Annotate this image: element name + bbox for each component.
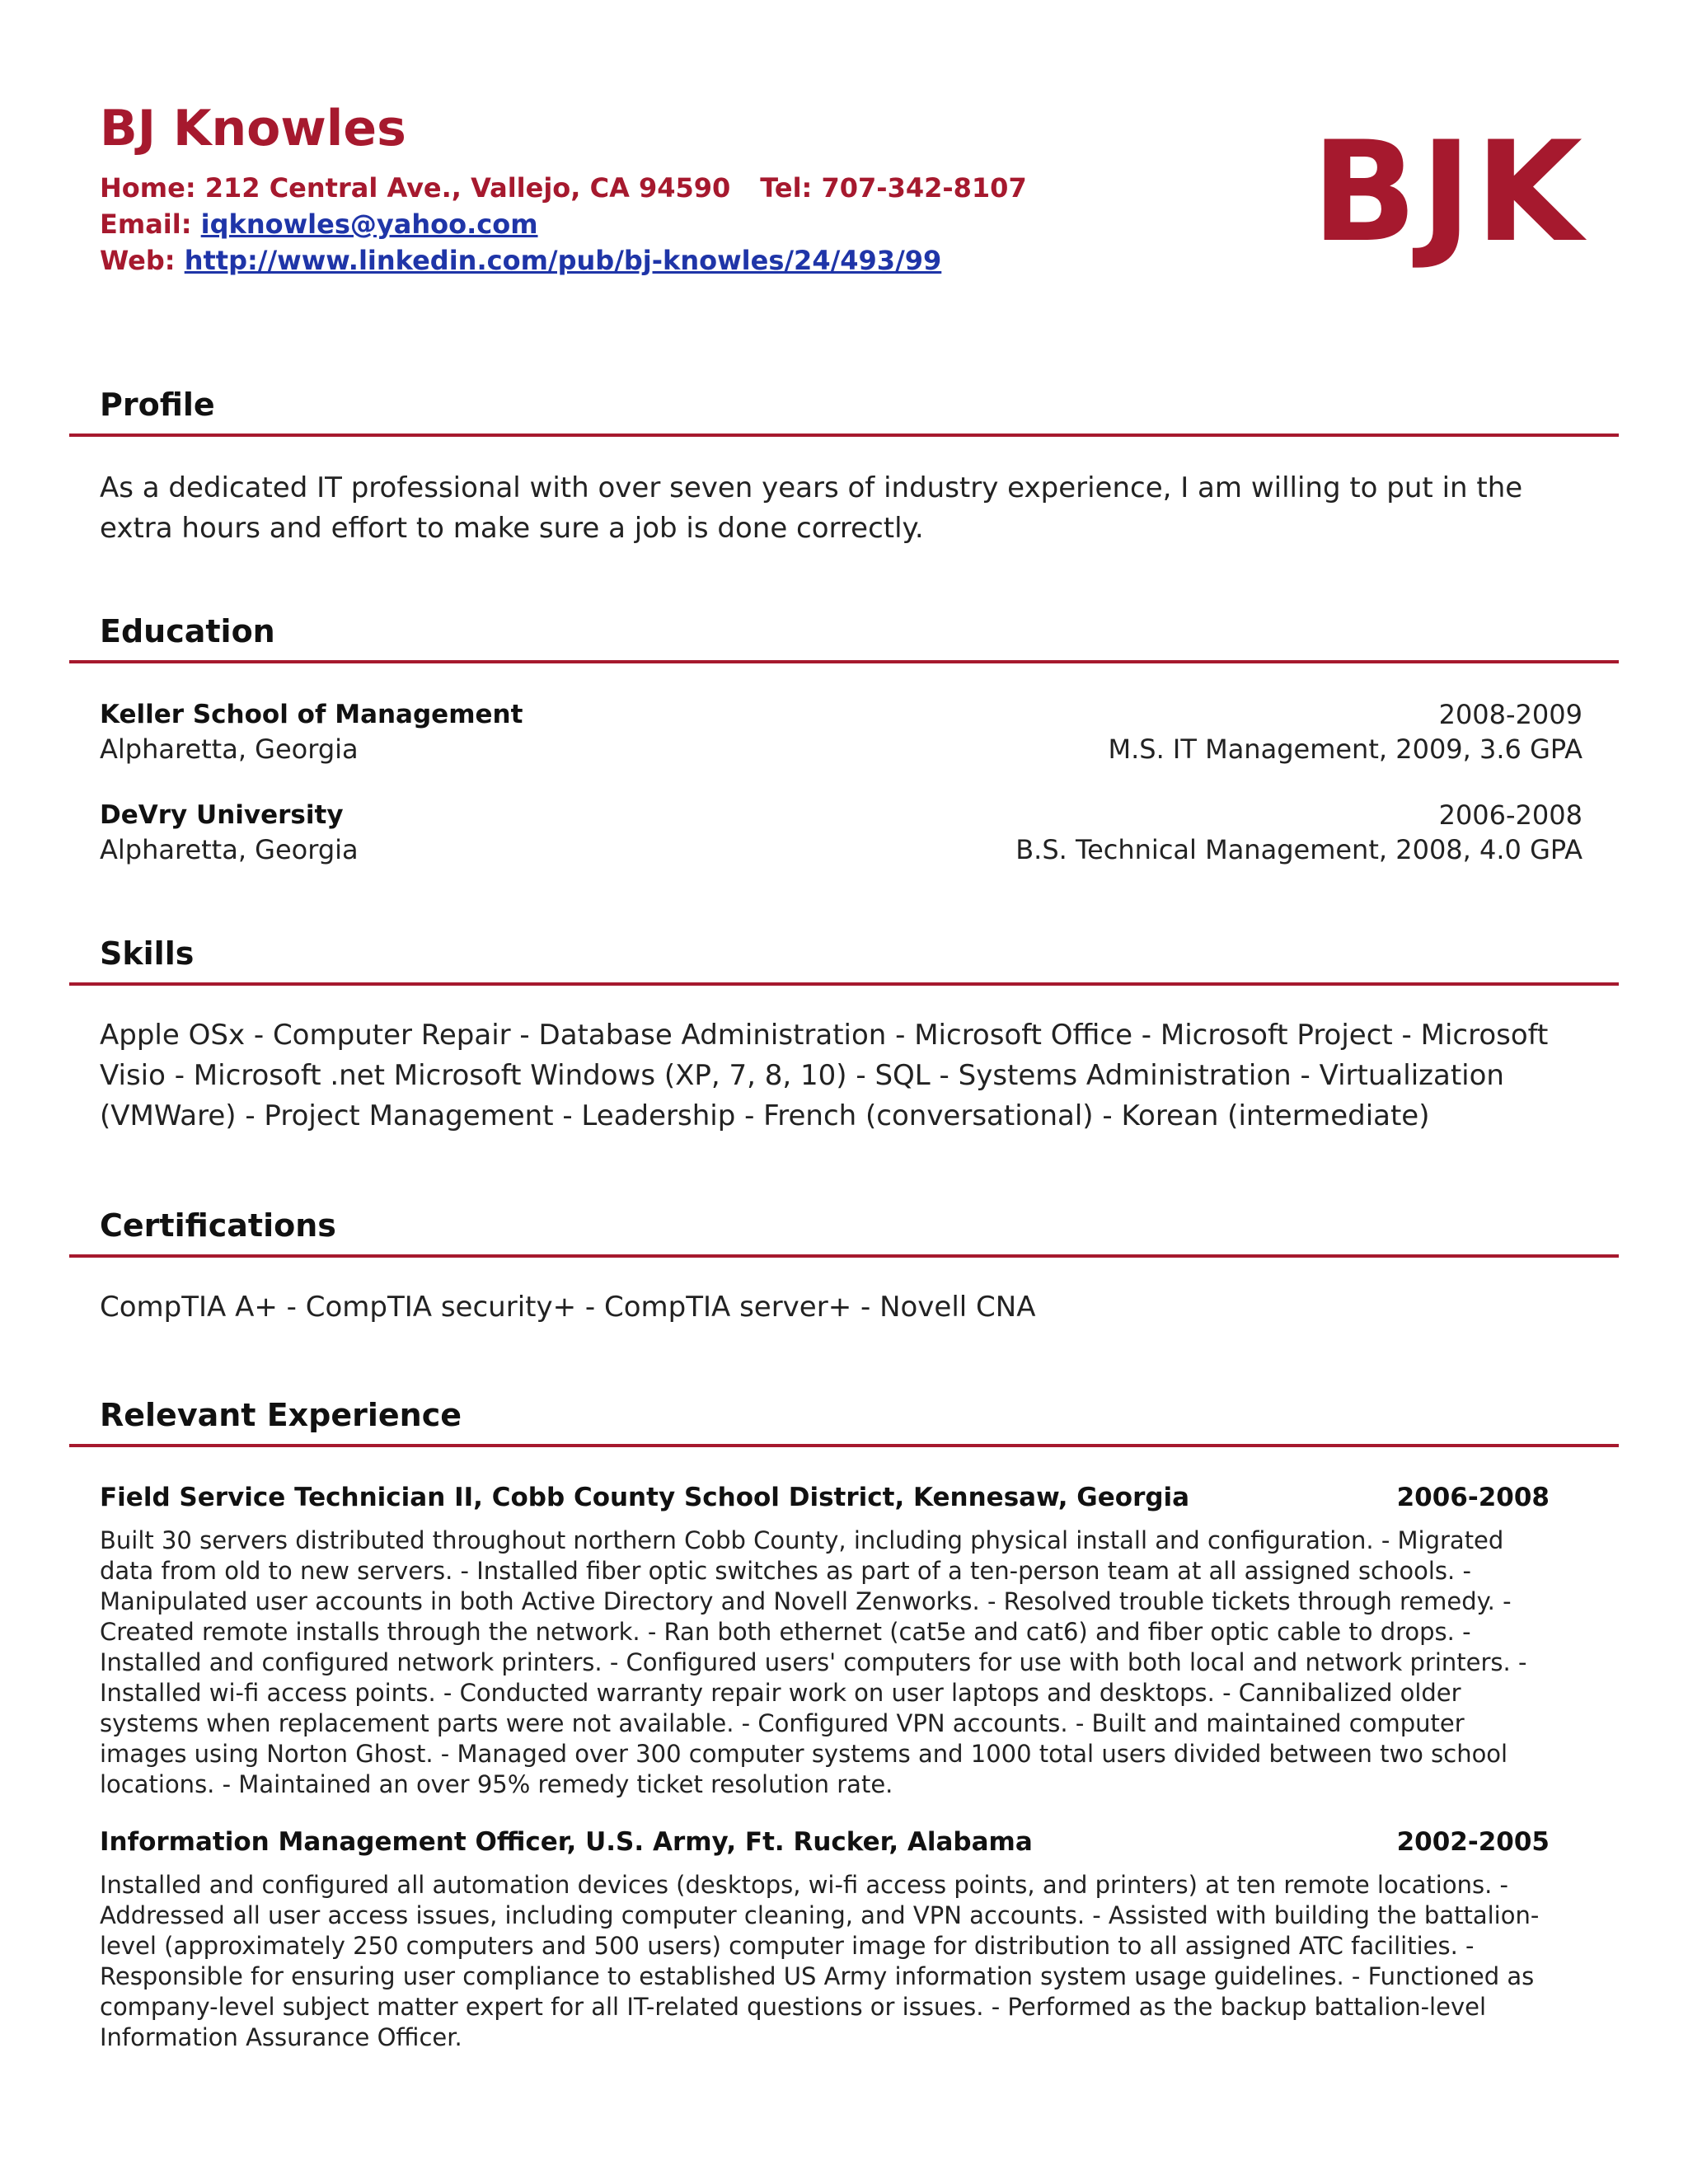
email-contact-line (100, 206, 1336, 242)
web-contact-line (100, 242, 1336, 279)
home-address: 212 Central Ave., Vallejo, CA 94590 (204, 172, 731, 204)
job-header (100, 1825, 1586, 1859)
tel-number: 707-342-8107 (821, 172, 1027, 204)
job-title: Field Service Technician II, Cobb County School District, Kennesaw, Georgia (100, 1483, 1190, 1512)
job-description: Installed and configured all automation devices (desktops, wi-fi access points, and printers) at ten remote locations. - Addressed all user access issues, including computer cleaning, and VPN accounts. - Assisted with building the battalion-level (approximately 250 computers and 500 users) computer image for distribution to all assigned ATC facilities. - Responsible for ensuring user compliance to established US Army information system usage guidelines. - Functioned as company-level subject matter expert for all IT-related questions or issues. - Performed as the backup battalion-level Information Assurance Officer. (100, 1871, 1540, 2051)
education-entry (100, 798, 1619, 867)
education-years: 2008-2009 (1438, 699, 1582, 730)
candidate-name: BJ Knowles (100, 100, 406, 157)
section-divider (69, 434, 1619, 437)
certifications-section (69, 1205, 1619, 1328)
home-label: Home: (100, 172, 196, 204)
education-entry-bottom (100, 832, 1619, 867)
job-header (100, 1480, 1586, 1515)
section-divider (69, 1444, 1619, 1447)
education-entry-top (100, 697, 1619, 732)
education-list (69, 697, 1619, 867)
job-years: 2006-2008 (1396, 1483, 1550, 1512)
education-entry-top (100, 798, 1619, 832)
education-entry-bottom (100, 732, 1619, 766)
school-name: Keller School of Management (100, 700, 523, 729)
home-contact-line (100, 170, 1336, 206)
section-divider (69, 660, 1619, 663)
skills-text: Apple OSx - Computer Repair - Database Administration - Microsoft Office - Microsoft Project - Microsoft Visio - Microsoft .net Microsoft Windows (XP, 7, 8, 10) - SQL - Systems Administration - Virtualization (VMWare) - Project Management - Leadership - French (conversational) - Korean (intermediate) (100, 1019, 1549, 1132)
email-link[interactable]: iqknowles@yahoo.com (200, 209, 538, 240)
section-divider (69, 1254, 1619, 1258)
education-entry (100, 697, 1619, 766)
resume-header (100, 97, 1336, 279)
job-description: Built 30 servers distributed throughout northern Cobb County, including physical install and configuration. - Migrated data from old to new servers. - Installed fiber optic switches as part of a ten-person team at all assigned schools. - Manipulated user accounts in both Active Directory and Novell Zenworks. - Resolved trouble tickets through remedy. - Created remote installs through the network. - Ran both ethernet (cat5e and cat6) and fiber optic cable to drops. - Installed and configured network printers. - Configured users' computers for use with both local and network printers. - Installed wi-fi access points. - Conducted warranty repair work on user laptops and desktops. - Cannibalized older systems when replacement parts were not available. - Configured VPN accounts. - Built and maintained computer images using Norton Ghost. - Managed over 300 computer systems and 1000 total users divided between two school locations. - Maintained an over 95% remedy ticket resolution rate. (100, 1526, 1527, 1798)
profile-heading: Profile (100, 387, 215, 423)
job-years: 2002-2005 (1396, 1827, 1550, 1857)
job-title: Information Management Officer, U.S. Army, Ft. Rucker, Alabama (100, 1827, 1033, 1857)
experience-heading: Relevant Experience (100, 1397, 462, 1433)
education-years: 2006-2008 (1438, 799, 1582, 831)
email-label: Email: (100, 209, 192, 240)
section-divider (69, 982, 1619, 986)
skills-section (69, 933, 1619, 1137)
degree: M.S. IT Management, 2009, 3.6 GPA (1108, 733, 1582, 765)
school-name: DeVry University (100, 800, 344, 830)
linkedin-link[interactable]: http://www.linkedin.com/pub/bj-knowles/24/493/99 (184, 245, 942, 276)
education-section (69, 611, 1619, 898)
degree: B.S. Technical Management, 2008, 4.0 GPA (1015, 834, 1582, 865)
school-location: Alpharetta, Georgia (100, 834, 359, 865)
school-location: Alpharetta, Georgia (100, 733, 359, 765)
certifications-heading: Certifications (100, 1207, 336, 1244)
web-label: Web: (100, 245, 176, 276)
skills-heading: Skills (100, 935, 195, 972)
profile-text: As a dedicated IT professional with over seven years of industry experience, I am willing to put in the extra hours and effort to make sure a job is done correctly. (100, 471, 1523, 545)
job-entry (100, 1480, 1586, 1800)
education-heading: Education (100, 613, 275, 649)
job-entry (100, 1825, 1586, 2053)
experience-section (69, 1394, 1619, 2053)
monogram-logo: BJK (1311, 111, 1586, 273)
tel-label: Tel: (760, 172, 813, 204)
profile-section (69, 384, 1619, 549)
certifications-text: CompTIA A+ - CompTIA security+ - CompTIA server+ - Novell CNA (100, 1291, 1036, 1324)
experience-list (69, 1480, 1619, 2053)
